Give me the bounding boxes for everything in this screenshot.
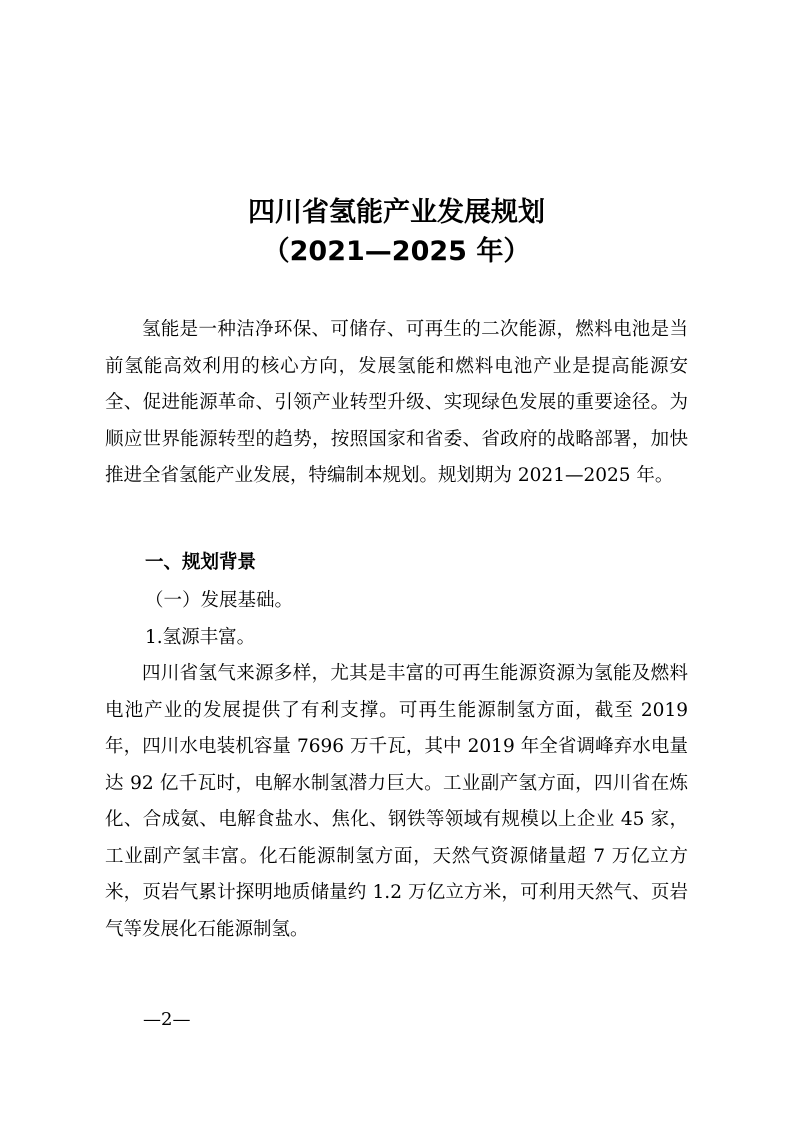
intro-paragraph-block [105, 312, 688, 495]
section-heading: 一、规划背景 [145, 552, 257, 573]
document-subtitle: （2021—2025 年） [262, 236, 531, 267]
page-number: —2— [143, 1009, 191, 1030]
item-paragraph-block [105, 656, 688, 948]
document-title: 四川省氢能产业发展规划 [248, 197, 545, 228]
item-paragraph: 四川省氢气来源多样，尤其是丰富的可再生能源资源为氢能及燃料电池产业的发展提供了有利支撑。可再生能源制氢方面，截至 2019 年，四川水电装机容量 7696 万千瓦，其中 2019 年全省调峰弃水电量达 92 亿千瓦时，电解水制氢潜力巨大。工业副产氢方面，四川省在炼化、合成氨、电解食盐水、焦化、钢铁等领域有规模以上企业 45 家，工业副产氢丰富。化石能源制氢方面，天然气资源储量超 7 万亿立方米，页岩气累计探明地质储量约 1.2 万亿立方米，可利用天然气、页岩气等发展化石能源制氢。 [105, 663, 688, 940]
intro-paragraph: 氢能是一种洁净环保、可储存、可再生的二次能源，燃料电池是当前氢能高效利用的核心方向，发展氢能和燃料电池产业是提高能源安全、促进能源革命、引领产业转型升级、实现绿色发展的重要途径。为顺应世界能源转型的趋势，按照国家和省委、省政府的战略部署，加快推进全省氢能产业发展，特编制本规划。规划期为 2021—2025 年。 [105, 319, 688, 486]
item-heading: 1.氢源丰富。 [145, 627, 256, 648]
subsection-heading: （一）发展基础。 [145, 590, 294, 611]
